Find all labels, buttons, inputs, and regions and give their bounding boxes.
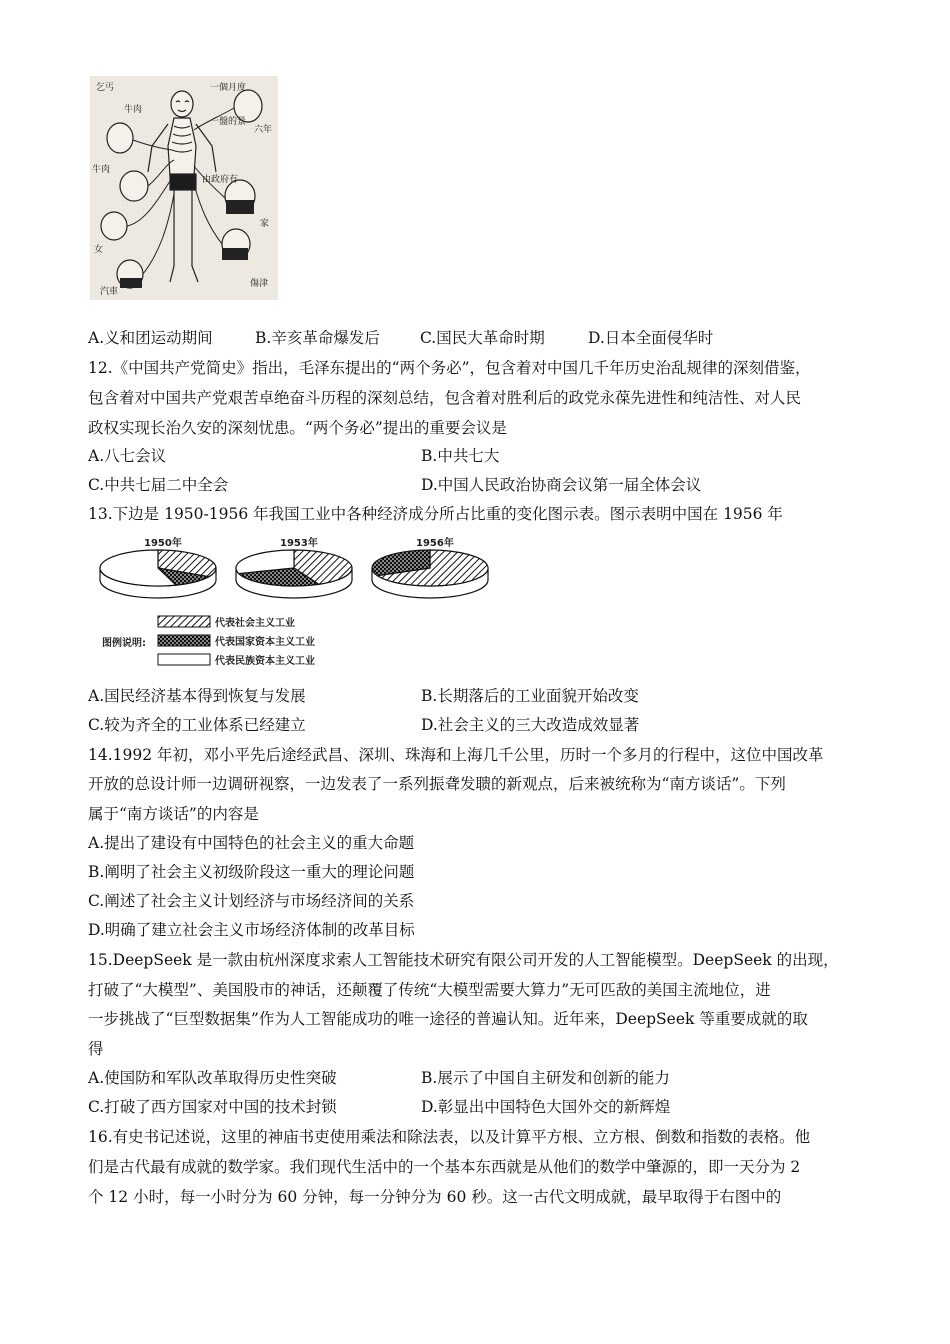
cartoon-caption-4: 乞丐 <box>96 83 115 93</box>
q12-stem-line-1: 12.《中国共产党简史》指出，毛泽东提出的“两个务必”，包含着对中国几千年历史治乱规律的深刻借鉴， <box>88 359 811 377</box>
cartoon-caption-9: 汽車 <box>100 287 119 297</box>
legend-swatch-socialist <box>158 616 210 627</box>
q13-option-b: B.长期落后的工业面貌开始改变 <box>421 687 639 705</box>
cartoon-illustration <box>90 76 278 300</box>
cartoon-caption-6: 女 <box>94 245 104 255</box>
q12-option-a: A.八七会议 <box>88 447 167 465</box>
q12-stem-line-2: 包含着对中国共产党艰苦卓绝奋斗历程的深刻总结，包含着对胜利后的政党永葆先进性和纯洁性、对人民 <box>88 389 802 407</box>
pie-1953年 <box>236 536 352 598</box>
q11-option-b: B.辛亥革命爆发后 <box>255 329 380 347</box>
q12-option-c: C.中共七届二中全会 <box>88 476 229 494</box>
q13-stem: 13.下边是 1950-1956 年我国工业中各种经济成分所占比重的变化图示表。图示表明中国在 1956 年 <box>88 505 783 523</box>
pie-chart-figure <box>88 532 518 672</box>
q13-option-a: A.国民经济基本得到恢复与发展 <box>88 687 306 705</box>
cartoon-caption-10: 傷津 <box>250 279 269 289</box>
q15-stem-line-3: 一步挑战了“巨型数据集”作为人工智能成功的唯一途径的普遍认知。近年来，DeepSeek 等重要成就的取 <box>88 1010 808 1028</box>
q15-stem-line-4: 得 <box>88 1040 104 1058</box>
pie-1950年 <box>100 536 216 598</box>
q14-option-d: D.明确了建立社会主义市场经济体制的改革目标 <box>88 921 415 939</box>
legend-swatch-national-capitalist <box>158 654 210 665</box>
q14-option-a: A.提出了建设有中国特色的社会主义的重大命题 <box>88 834 415 852</box>
q11-option-a: A.义和团运动期间 <box>88 329 213 347</box>
pie-year-label: 1956年 <box>416 538 454 549</box>
q16-stem-line-1: 16.有史书记述说，这里的神庙书吏使用乘法和除法表，以及计算平方根、立方根、倒数和指数的表格。他 <box>88 1128 811 1146</box>
q15-option-a: A.使国防和军队改革取得历史性突破 <box>88 1069 337 1087</box>
q15-stem-line-1: 15.DeepSeek 是一款由杭州深度求索人工智能技术研究有限公司开发的人工智能模型。DeepSeek 的出现， <box>88 951 839 969</box>
cartoon-caption-1: 一個月度 <box>210 83 247 93</box>
pie-1956年 <box>372 536 488 598</box>
cartoon-caption-7: 家 <box>260 219 270 229</box>
cartoon-caption-2: 一盤的景 <box>210 117 247 127</box>
q14-stem-line-1: 14.1992 年初，邓小平先后途经武昌、深圳、珠海和上海几千公里，历时一个多月的行程中，这位中国改革 <box>88 746 824 764</box>
q11-option-c: C.国民大革命时期 <box>420 329 545 347</box>
q13-option-c: C.较为齐全的工业体系已经建立 <box>88 716 306 734</box>
pie-year-label: 1953年 <box>280 538 318 549</box>
q14-stem-line-3: 属于“南方谈话”的内容是 <box>88 805 259 823</box>
q15-option-c: C.打破了西方国家对中国的技术封锁 <box>88 1098 337 1116</box>
q14-option-c: C.阐述了社会主义计划经济与市场经济间的关系 <box>88 892 415 910</box>
q14-option-b: B.阐明了社会主义初级阶段这一重大的理论问题 <box>88 863 415 881</box>
cartoon-caption-3: 六年 <box>254 125 273 135</box>
cartoon-caption-8: 由政府有 <box>202 175 239 185</box>
legend-label-national-capitalist: 代表民族资本主义工业 <box>215 656 315 667</box>
q11-option-d: D.日本全面侵华时 <box>588 329 714 347</box>
q12-option-b: B.中共七大 <box>421 447 500 465</box>
legend-swatch-state-capitalist <box>158 635 210 646</box>
pie-year-label: 1950年 <box>144 538 182 549</box>
cartoon-caption-11: 牛肉 <box>124 105 143 115</box>
q16-stem-line-3: 个 12 小时，每一小时分为 60 分钟，每一分钟分为 60 秒。这一古代文明成就，最早取得于右图中的 <box>88 1188 782 1206</box>
cartoon-caption-5: 牛肉 <box>92 165 111 175</box>
legend-label-socialist: 代表社会主义工业 <box>215 618 295 629</box>
q14-stem-line-2: 开放的总设计师一边调研视察，一边发表了一系列振聋发聩的新观点，后来被统称为“南方谈话”。下列 <box>88 775 786 793</box>
q12-option-d: D.中国人民政治协商会议第一届全体会议 <box>421 476 702 494</box>
q15-stem-line-2: 打破了“大模型”、美国股市的神话，还颠覆了传统“大模型需要大算力”无可匹敌的美国主流地位，进 <box>88 981 771 999</box>
q16-stem-line-2: 们是古代最有成就的数学家。我们现代生活中的一个基本东西就是从他们的数学中肇源的，即一天分为 2 <box>88 1158 801 1176</box>
q15-option-d: D.彰显出中国特色大国外交的新辉煌 <box>421 1098 671 1116</box>
q15-option-b: B.展示了中国自主研发和创新的能力 <box>421 1069 670 1087</box>
q12-stem-line-3: 政权实现长治久安的深刻忧患。“两个务必”提出的重要会议是 <box>88 419 507 437</box>
q13-option-d: D.社会主义的三大改造成效显著 <box>421 716 640 734</box>
legend-title: 图例说明: <box>102 638 146 649</box>
legend-label-state-capitalist: 代表国家资本主义工业 <box>215 637 315 648</box>
